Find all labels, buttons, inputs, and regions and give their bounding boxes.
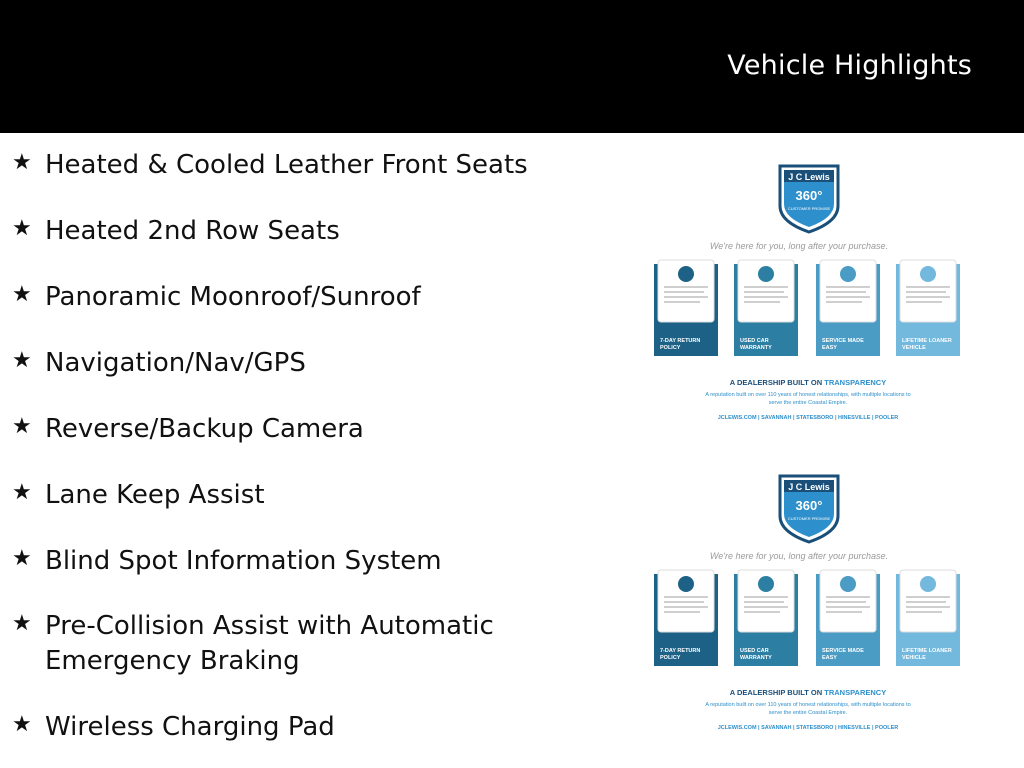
subtext-line2: serve the entire Coastal Empire. xyxy=(768,400,848,406)
feature-item xyxy=(12,214,572,249)
star-icon: ★ xyxy=(12,414,32,439)
feature-item xyxy=(12,412,572,447)
badge-brand: J C Lewis xyxy=(788,172,830,182)
car-service-icon xyxy=(840,266,856,282)
feature-item xyxy=(12,609,532,679)
headline-part2: TRANSPARENCY xyxy=(824,378,887,387)
card-title-line1: 7-DAY RETURN xyxy=(660,338,701,344)
promise-card xyxy=(896,570,960,666)
card-title-line2: WARRANTY xyxy=(740,655,772,661)
feature-item xyxy=(12,148,572,183)
dealership-headline xyxy=(730,378,886,387)
dealership-headline xyxy=(730,688,886,697)
badge-number: 360° xyxy=(795,188,823,203)
subtext-line1: A reputation built on over 110 years of honest relationships, with multiple locations to xyxy=(705,392,911,398)
feature-label: Reverse/Backup Camera xyxy=(45,414,364,444)
subtext-line1: A reputation built on over 110 years of honest relationships, with multiple locations to xyxy=(705,702,911,708)
shield-check-icon xyxy=(758,576,774,592)
card-title-line2: VEHICLE xyxy=(902,655,926,661)
page-title: Vehicle Highlights xyxy=(727,50,972,81)
star-icon: ★ xyxy=(12,611,32,636)
360-badge-icon xyxy=(780,476,838,542)
badge-brand: J C Lewis xyxy=(788,482,830,492)
promise-card xyxy=(654,260,718,356)
feature-label: Wireless Charging Pad xyxy=(45,712,335,742)
badge-subtitle: CUSTOMER PROMISE xyxy=(787,516,831,521)
dollar-cycle-icon xyxy=(678,576,694,592)
badge-number: 360° xyxy=(795,498,823,513)
car-loaner-icon xyxy=(920,576,936,592)
360-badge-icon xyxy=(780,166,838,232)
card-title-line1: LIFETIME LOANER xyxy=(902,338,952,344)
tagline: We're here for you, long after your purchase. xyxy=(709,241,889,251)
star-icon: ★ xyxy=(12,216,32,241)
headline-part1: A DEALERSHIP BUILT ON xyxy=(729,378,825,387)
subtext-line2: serve the entire Coastal Empire. xyxy=(768,710,848,716)
feature-item xyxy=(12,710,572,745)
promise-card xyxy=(734,260,798,356)
customer-promise-graphic xyxy=(650,160,965,430)
star-icon: ★ xyxy=(12,150,32,175)
feature-item xyxy=(12,478,572,513)
header-bar xyxy=(0,0,1024,133)
feature-label: Lane Keep Assist xyxy=(45,480,265,510)
promise-card xyxy=(816,570,880,666)
star-icon: ★ xyxy=(12,546,32,571)
card-title-line1: USED CAR xyxy=(740,338,769,344)
locations-line: JCLEWIS.COM | SAVANNAH | STATESBORO | HINESVILLE | POOLER xyxy=(717,725,899,731)
dollar-cycle-icon xyxy=(678,266,694,282)
star-icon: ★ xyxy=(12,480,32,505)
star-icon: ★ xyxy=(12,712,32,737)
feature-item xyxy=(12,544,572,579)
card-title-line2: WARRANTY xyxy=(740,345,772,351)
locations-line: JCLEWIS.COM | SAVANNAH | STATESBORO | HINESVILLE | POOLER xyxy=(717,415,899,421)
headline-part2: TRANSPARENCY xyxy=(824,688,887,697)
car-loaner-icon xyxy=(920,266,936,282)
card-title-line2: EASY xyxy=(822,655,837,661)
card-title-line2: VEHICLE xyxy=(902,345,926,351)
headline-part1: A DEALERSHIP BUILT ON xyxy=(729,688,825,697)
tagline: We're here for you, long after your purchase. xyxy=(709,551,889,561)
card-title-line1: LIFETIME LOANER xyxy=(902,648,952,654)
shield-check-icon xyxy=(758,266,774,282)
card-title-line1: 7-DAY RETURN xyxy=(660,648,701,654)
star-icon: ★ xyxy=(12,282,32,307)
card-title-line2: POLICY xyxy=(660,655,681,661)
customer-promise-graphic xyxy=(650,470,965,740)
promise-card xyxy=(734,570,798,666)
feature-label: Pre-Collision Assist with Automatic Emergency Braking xyxy=(45,611,494,676)
promise-card xyxy=(816,260,880,356)
promise-card xyxy=(896,260,960,356)
promise-card xyxy=(654,570,718,666)
card-title-line2: EASY xyxy=(822,345,837,351)
feature-item xyxy=(12,346,572,381)
star-icon: ★ xyxy=(12,348,32,373)
feature-label: Navigation/Nav/GPS xyxy=(45,348,306,378)
feature-label: Heated & Cooled Leather Front Seats xyxy=(45,150,528,180)
badge-subtitle: CUSTOMER PROMISE xyxy=(787,206,831,211)
car-service-icon xyxy=(840,576,856,592)
feature-item xyxy=(12,280,572,315)
feature-label: Panoramic Moonroof/Sunroof xyxy=(45,282,421,312)
card-title-line1: USED CAR xyxy=(740,648,769,654)
card-title-line1: SERVICE MADE xyxy=(822,338,864,344)
card-title-line1: SERVICE MADE xyxy=(822,648,864,654)
feature-label: Blind Spot Information System xyxy=(45,546,442,576)
feature-label: Heated 2nd Row Seats xyxy=(45,216,340,246)
card-title-line2: POLICY xyxy=(660,345,681,351)
